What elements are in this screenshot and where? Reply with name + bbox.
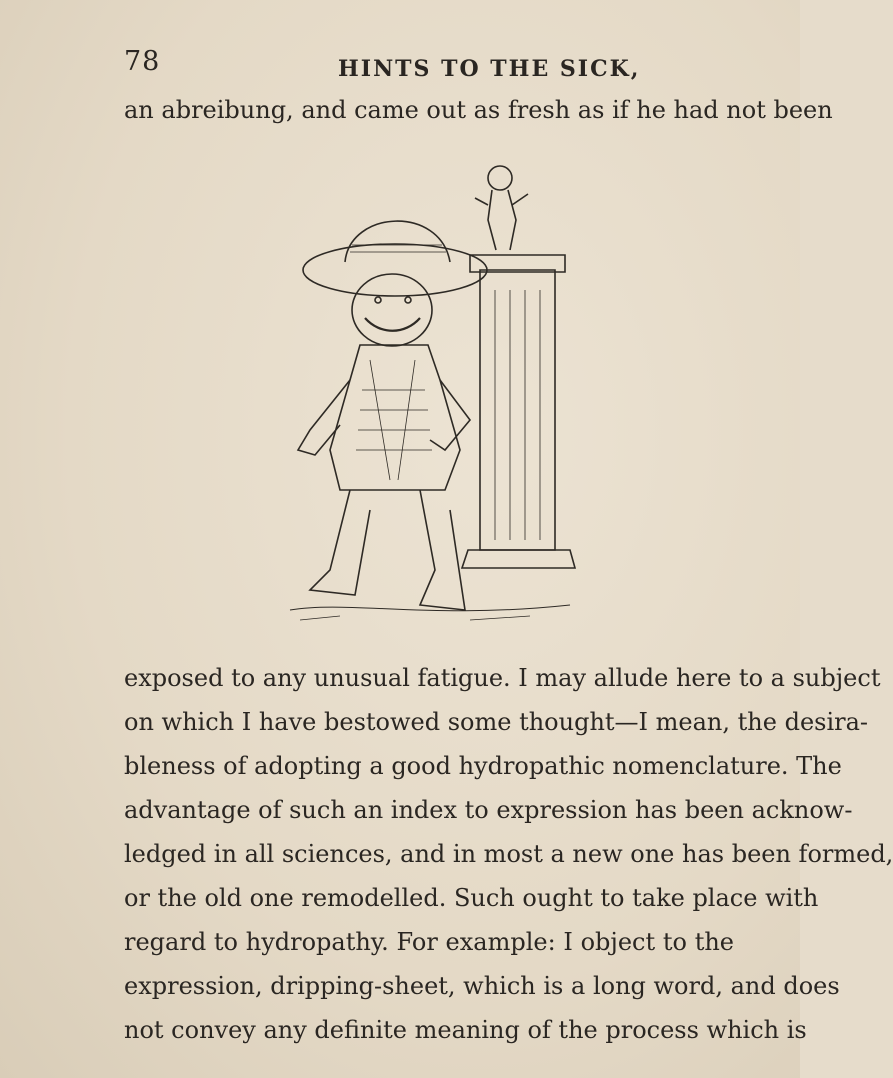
- page-number: 78: [124, 46, 161, 77]
- body-line-3: bleness of adopting a good hydropathic nomenclature. The: [124, 752, 842, 780]
- body-line-8: expression, dripping-sheet, which is a long word, and does: [124, 972, 840, 1000]
- running-head-title: HINTS TO THE SICK,: [338, 56, 641, 82]
- man-in-hat-icon: [270, 150, 590, 640]
- body-line-5: ledged in all sciences, and in most a new one has been formed,: [124, 840, 893, 868]
- engraving-illustration: [270, 150, 590, 640]
- body-line-7: regard to hydropathy. For example: I object to the: [124, 928, 734, 956]
- body-line-9: not convey any definite meaning of the process which is: [124, 1016, 807, 1044]
- body-line-6: or the old one remodelled. Such ought to take place with: [124, 884, 819, 912]
- body-line-1: exposed to any unusual fatigue. I may allude here to a subject: [124, 664, 881, 692]
- body-line-2: on which I have bestowed some thought—I mean, the desira-: [124, 708, 869, 736]
- body-line-4: advantage of such an index to expression has been acknow-: [124, 796, 853, 824]
- body-line-top: an abreibung, and came out as fresh as if he had not been: [124, 96, 833, 124]
- running-head: [118, 40, 738, 84]
